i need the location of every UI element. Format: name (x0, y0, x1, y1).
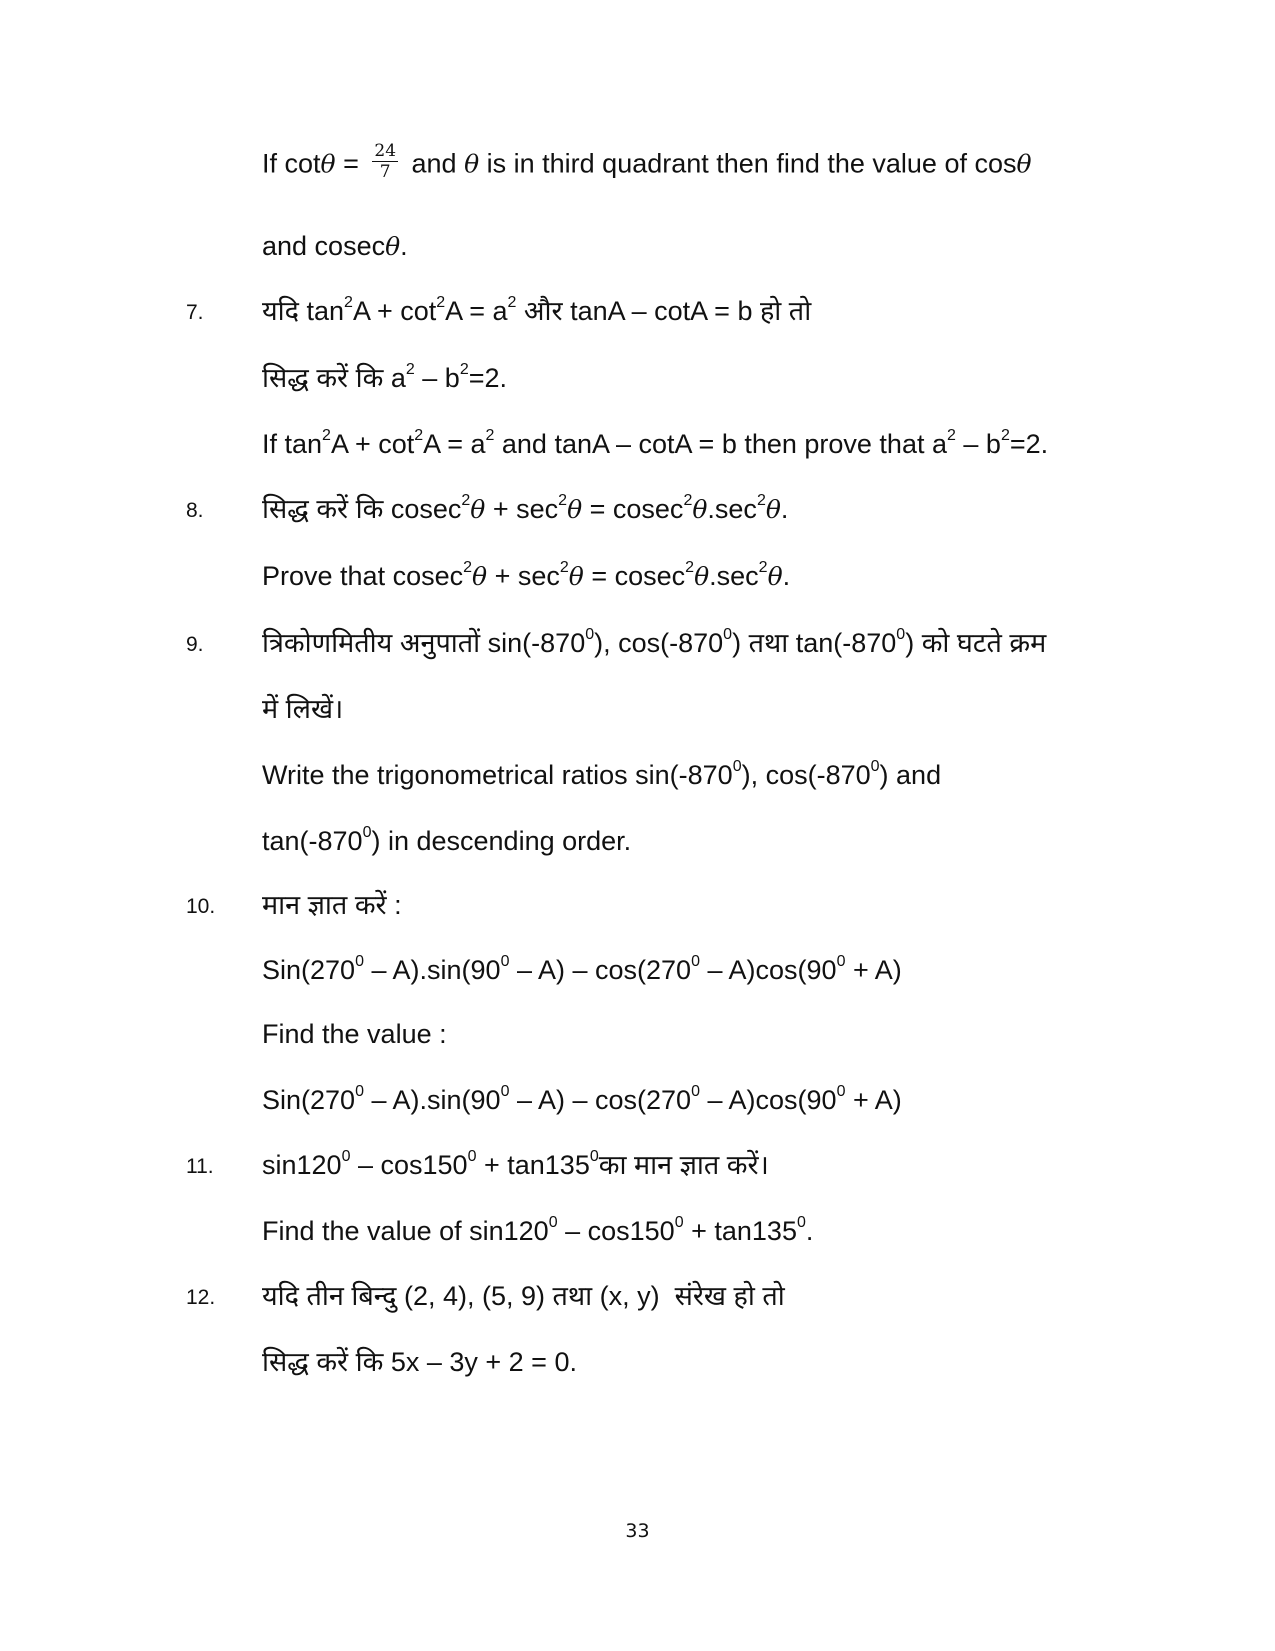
q10-expression-2: $Sin(270^0 - A).\sin(90^0 - A) - \cos(270^0 - A)\cos(90^0 + A)$ (262, 1083, 902, 1115)
q12-hindi-line-2: सिद्ध करें कि 5x – 3y + 2 = 0. (262, 1347, 577, 1377)
q6-english-line-2: and cosecθ. (262, 231, 408, 261)
q7-english-line: If $\tan^2A + \cot^2A = a^2$ and tanA – cotA = b then prove that $a^2 - b^2=2$. (262, 427, 1049, 459)
question-number-12: 12. (186, 1286, 216, 1309)
q9-english-line-1: Write the trigonometrical ratios $\sin(-870^0)$, $\cos(-870^0)$ and (262, 758, 942, 790)
q12-hindi-line-1: यदि तीन बिन्दु (2, 4), (5, 9) तथा (x, y) संरेख हो तो (262, 1281, 785, 1311)
q9-english-line-2: $\tan(-870^0)$ in descending order. (262, 824, 632, 856)
fraction-24-7: $\frac{24}{7}$ (374, 141, 397, 182)
question-number-10: 10. (186, 895, 216, 918)
q8-english-line: Prove that $cosec^2\theta + \sec^2\theta = cosec^2\theta.\sec^2\theta$. (262, 559, 791, 591)
q7-hindi-line-2: सिद्ध करें कि $a^2 - b^2=2$. (262, 361, 508, 393)
question-number-8: 8. (186, 499, 204, 522)
q10-english-title: Find the value : (262, 1019, 447, 1049)
q11-english-line: Find the value of $\sin 120^0 - \cos 150^0 + \tan 135^0$. (262, 1214, 814, 1246)
page-number: 33 (625, 1520, 650, 1542)
q8-hindi-line: सिद्ध करें कि $cosec^2\theta + \sec^2\theta = cosec^2\theta.\sec^2\theta$. (262, 492, 789, 524)
q9-hindi-line-1: त्रिकोणमितीय अनुपातों $\sin(-870^0)$, $\cos(-870^0)$ तथा $\tan(-870^0)$ को घटते क्रम (262, 626, 1047, 658)
q10-hindi-title: मान ज्ञात करें : (262, 890, 402, 920)
question-number-11: 11. (186, 1155, 214, 1178)
question-number-7: 7. (186, 301, 204, 324)
q10-expression-1: $Sin(270^0 - A).\sin(90^0 - A) - \cos(270^0 - A)\cos(90^0 + A)$ (262, 953, 902, 985)
q11-hindi-line: $\sin 120^0 - \cos 150^0$ + $\tan 135^0का$ मान ज्ञात करें। (262, 1148, 769, 1180)
question-number-9: 9. (186, 633, 204, 656)
q9-hindi-line-2: में लिखें। (262, 694, 344, 724)
q6-english-line-1: If cotθ = $\frac{24}{7}$ and θ is in third quadrant then find the value of cosθ (262, 141, 1032, 182)
q7-hindi-line-1: यदि $\tan^2A + \cot^2A = a^2$ और tanA – cotA = b हो तो (262, 294, 812, 326)
